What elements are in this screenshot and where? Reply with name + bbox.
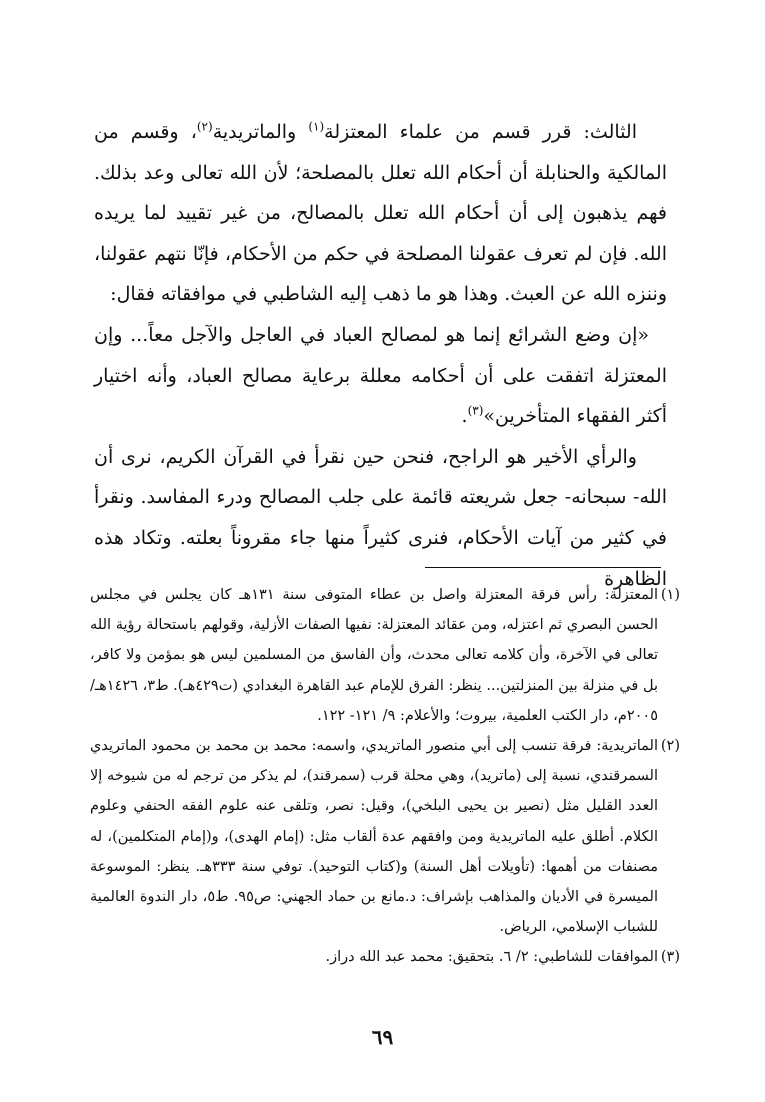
footnote-2-number: (٢) bbox=[660, 738, 680, 755]
p1-text-end: ، وقسم من المالكية والحنابلة أن أحكام الله تعلل بالمصلحة؛ لأن الله تعالى وعد بذلك. فهم يذهبون إلى أن أحكام الله تعلل بالمصالح، من غير تقييد لما يريده الله. فإن لم تعرف عقولنا المصلحة في حكم من الأحكام، فإنّا نتهم عقولنا، وننزه الله عن العبث. وهذا هو ما ذهب إليه الشاطبي في موافقاته فقال: bbox=[94, 121, 667, 306]
footnote-3-number: (٣) bbox=[660, 949, 680, 966]
p1-text-middle: والماتريدية bbox=[212, 121, 309, 143]
p3-text: والرأي الأخير هو الراجح، فنحن حين نقرأ في القرآن الكريم، نرى أن الله- سبحانه- جعل شريعته قائمة على جلب المصالح ودرء المفاسد. ونقرأ في كثير من آيات الأحكام، فنرى كثيراً منها جاء مقروناً بعلته. وتكاد هذه الظاهرة bbox=[94, 445, 667, 590]
page-number: ٦٩ bbox=[371, 1025, 394, 1049]
main-text bbox=[94, 112, 667, 599]
p2-end-punct: . bbox=[461, 405, 468, 428]
footnote-ref-2: (٢) bbox=[196, 119, 213, 134]
paragraph-2-quote bbox=[94, 315, 667, 437]
footnote-separator bbox=[425, 567, 661, 568]
paragraph-1 bbox=[94, 112, 667, 315]
paragraph-3 bbox=[94, 437, 667, 599]
p2-quote-text: «إن وضع الشرائع إنما هو لمصالح العباد في العاجل والآجل معاً... وإن المعتزلة اتفقت على أن أحكامه معللة برعاية مصالح العباد، وأنه اختيار أكثر الفقهاء المتأخرين» bbox=[94, 323, 667, 428]
footnote-3 bbox=[90, 942, 680, 972]
footnotes bbox=[90, 580, 680, 973]
footnote-1 bbox=[90, 580, 680, 731]
footnote-2 bbox=[90, 731, 680, 942]
p1-text-start: الثالث: قرر قسم من علماء المعتزلة bbox=[324, 121, 637, 143]
footnote-1-number: (١) bbox=[660, 587, 680, 603]
footnote-2-text: الماتريدية: فرقة تنسب إلى أبي منصور الماتريدي، واسمه: محمد بن محمد بن محمود الماتريدي السمرقندي، نسبة إلى (ماتريد)، وهي محلة قرب (سمرقند)، لم يذكر من ترجم له من شيوخه إلا العدد القليل مثل (نصير بن يحيى البلخي)، وقيل: نصر، وتلقى عنه علوم الفقه الحنفي وعلوم الكلام. أطلق عليه الماتريدية ومن وافقهم عدة ألقاب مثل: (إمام الهدى)، و(إمام المتكلمين)، له مصنفات من أهمها: (تأويلات أهل السنة) و(كتاب التوحيد). توفي سنة ٣٣٣هـ. ينظر: الموسوعة الميسرة في الأديان والمذاهب بإشراف: د.مانع بن حماد الجهني: ص٩٥. ط٥، دار الندوة العالمية للشباب الإسلامي، الرياض. bbox=[90, 738, 659, 936]
footnote-3-text: الموافقات للشاطبي: ٢/ ٦. بتحقيق: محمد عبد الله دراز. bbox=[325, 949, 658, 966]
footnote-ref-1: (١) bbox=[308, 119, 325, 134]
footnote-ref-3: (٣) bbox=[467, 403, 484, 418]
footnote-1-text: المعتزلة: رأس فرقة المعتزلة واصل بن عطاء المتوفى سنة ١٣١هـ كان يجلس في مجلس الحسن البصري ثم اعتزله، ومن عقائد المعتزلة: نفيها الصفات الأزلية، وقولهم باستحالة رؤية الله تعالى في الآخرة، وأن كلامه تعالى محدث، وأن الفاسق من المسلمين ليس هو بمؤمن ولا كافر، بل في منزلة بين المنزلتين... ينظر: الفرق للإمام عبد القاهرة البغدادي (ت٤٢٩هـ). ط٣، ١٤٢٦هـ/ ٢٠٠٥م، دار الكتب العلمية، بيروت؛ والأعلام: ٩/ ١٢١- ١٢٢. bbox=[90, 587, 659, 724]
